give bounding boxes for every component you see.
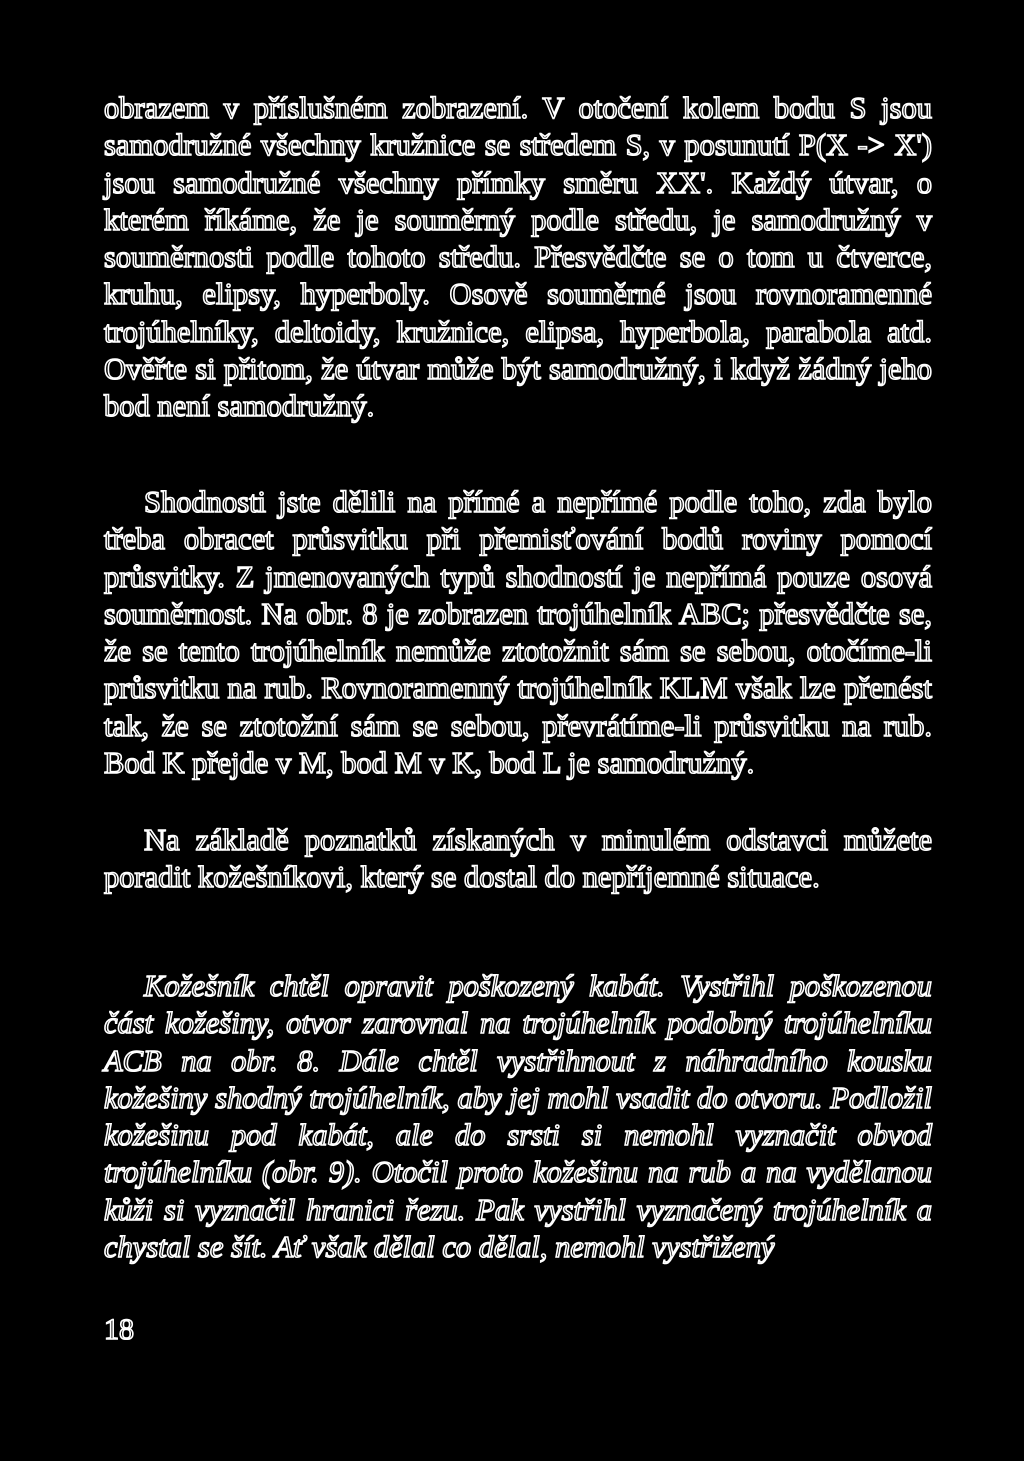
- page-number: 18: [104, 1313, 134, 1346]
- paragraph-kozesnik-intro: Na základě poznatků získaných v minulém odstavci můžete poradit kožešníkovi, který se dostal do nepříjemné situace.: [104, 823, 932, 895]
- paragraph-samodruzne-utvary: obrazem v příslušném zobrazení. V otočení kolem bodu S jsou samodružné všechny kružnice se středem S, v posunutí P(X -> X') jsou samodružné všechny přímky směru XX'. Každý útvar, o kterém říkáme, že je souměrný podle středu, je samodružný v souměrnosti podle tohoto středu. Přesvědčte se o tom u čtverce, kruhu, elipsy, hyperboly. Osově souměrné jsou rovnoramenné trojúhelníky, deltoidy, kružnice, elipsa, hyperbola, parabola atd. Ověřte si přitom, že útvar může být samodružný, i když žádný jeho bod není samodružný.: [104, 91, 932, 424]
- paragraph-kozesnik-story: Kožešník chtěl opravit poškozený kabát. Vystřihl poškozenou část kožešiny, otvor zarovnal na trojúhelník podobný trojúhelníku ACB na obr. 8. Dále chtěl vystřihnout z náhradního kousku kožešiny shodný trojúhelník, aby jej mohl vsadit do otvoru. Podložil kožešinu pod kabát, ale do srsti si nemohl vyznačit obvod trojúhelníku (obr. 9). Otočil proto kožešinu na rub a na vydělanou kůži si vyznačil hranici řezu. Pak vystřihl vyznačený trojúhelník a chystal se šít. Ať však dělal co dělal, nemohl vystřižený: [104, 969, 932, 1265]
- paragraph-prime-neprime-shodnosti: Shodnosti jste dělili na přímé a nepřímé podle toho, zda bylo třeba obracet průsvitku při přemisťování bodů roviny pomocí průsvitky. Z jmenovaných typů shodností je nepřímá pouze osová souměrnost. Na obr. 8 je zobrazen trojúhelník ABC; přesvědčte se, že se tento trojúhelník nemůže ztotožnit sám se sebou, otočíme-li průsvitku na rub. Rovnoramenný trojúhelník KLM však lze přenést tak, že se ztotožní sám se sebou, převrátíme-li průsvitku na rub. Bod K přejde v M, bod M v K, bod L je samodružný.: [104, 485, 932, 781]
